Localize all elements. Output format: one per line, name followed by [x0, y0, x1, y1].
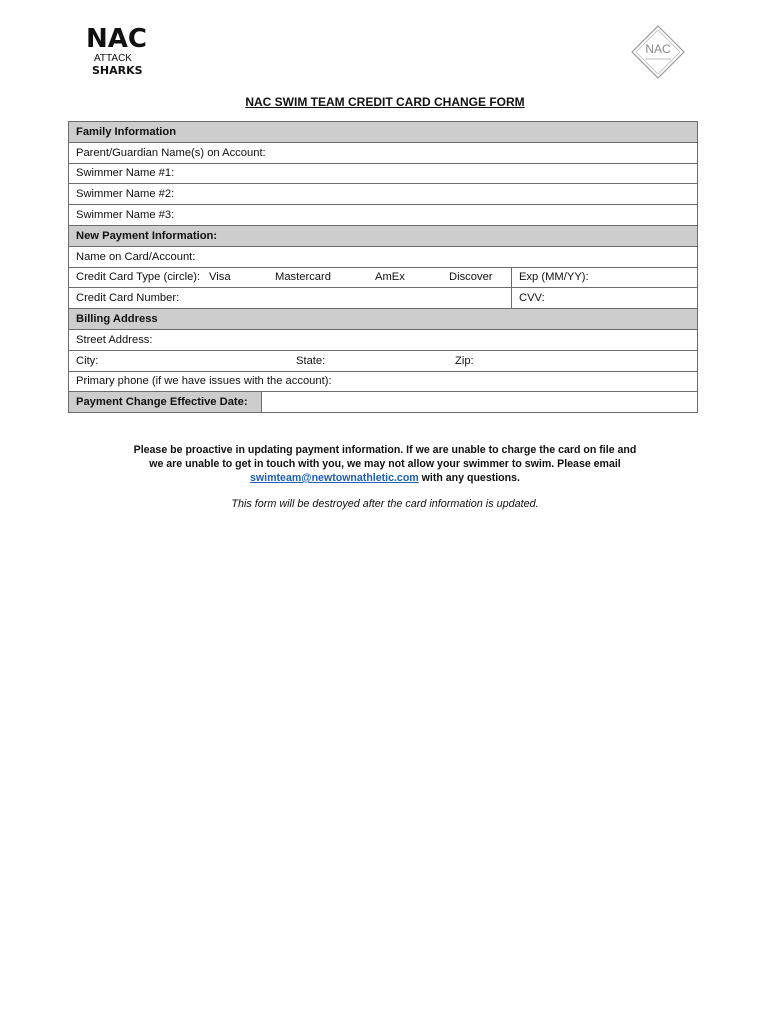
- card-type-label: Credit Card Type (circle):: [76, 271, 201, 284]
- nac-attack-sharks-logo: [86, 26, 156, 77]
- card-number-field[interactable]: Credit Card Number:: [69, 288, 512, 309]
- swimmer1-row[interactable]: [69, 163, 698, 184]
- notice-line-3: [100, 471, 670, 485]
- card-type-row[interactable]: [69, 267, 698, 288]
- exp-date-field[interactable]: Exp (MM/YY):: [512, 267, 698, 288]
- destroyed-note: This form will be destroyed after the card information is updated.: [231, 498, 539, 510]
- card-number-row[interactable]: [69, 288, 698, 309]
- street-address-field[interactable]: Street Address:: [69, 329, 698, 350]
- card-option-discover[interactable]: Discover: [449, 271, 493, 284]
- city-state-zip-field[interactable]: [69, 350, 698, 371]
- zip-label: Zip:: [455, 354, 474, 367]
- effective-date-row[interactable]: [69, 392, 698, 413]
- nac-diamond-logo: [630, 24, 686, 80]
- phone-row[interactable]: [69, 371, 698, 392]
- logo-right-nac-text: NAC: [645, 42, 671, 56]
- card-type-field[interactable]: [69, 267, 512, 288]
- contact-email-link[interactable]: swimteam@newtownathletic.com: [250, 472, 419, 484]
- billing-header-row: [69, 309, 698, 330]
- name-on-card-row[interactable]: [69, 246, 698, 267]
- logo-sharks-text: SHARKS: [92, 64, 143, 77]
- swimmer3-row[interactable]: [69, 205, 698, 226]
- payment-header-row: [69, 225, 698, 246]
- city-state-zip-row[interactable]: [69, 350, 698, 371]
- state-label: State:: [296, 354, 326, 367]
- swimmer2-row[interactable]: [69, 184, 698, 205]
- street-row[interactable]: [69, 329, 698, 350]
- card-option-mastercard[interactable]: Mastercard: [275, 271, 331, 284]
- city-state-zip-group: [76, 355, 697, 367]
- logo-attack-text: ATTACK: [94, 53, 132, 64]
- primary-phone-field[interactable]: Primary phone (if we have issues with the account):: [69, 371, 698, 392]
- card-option-amex[interactable]: AmEx: [375, 271, 405, 284]
- effective-date-label: Payment Change Effective Date:: [69, 392, 262, 413]
- cvv-field[interactable]: CVV:: [512, 288, 698, 309]
- card-option-visa[interactable]: Visa: [209, 271, 231, 284]
- swimmer-name-3-field[interactable]: Swimmer Name #3:: [69, 205, 698, 226]
- name-on-card-field[interactable]: Name on Card/Account:: [69, 246, 698, 267]
- parent-name-field[interactable]: Parent/Guardian Name(s) on Account:: [69, 142, 698, 163]
- swimmer-name-1-field[interactable]: Swimmer Name #1:: [69, 163, 698, 184]
- credit-card-change-table: [68, 121, 698, 413]
- billing-address-header: Billing Address: [69, 309, 698, 330]
- parent-row[interactable]: [69, 142, 698, 163]
- notice-text: [100, 443, 670, 485]
- payment-info-header: New Payment Information:: [69, 225, 698, 246]
- swimmer-name-2-field[interactable]: Swimmer Name #2:: [69, 184, 698, 205]
- form-title: NAC SWIM TEAM CREDIT CARD CHANGE FORM: [245, 95, 525, 109]
- logo-nac-text: NAC: [86, 24, 147, 54]
- family-info-header-row: [69, 122, 698, 143]
- notice-line-1: Please be proactive in updating payment information. If we are unable to charge the card on file and: [133, 444, 637, 456]
- card-type-options: [76, 271, 511, 283]
- effective-date-input[interactable]: [262, 392, 698, 413]
- family-info-header: Family Information: [69, 122, 698, 143]
- notice-line-2: we are unable to get in touch with you, we may not allow your swimmer to swim. Please email: [149, 458, 621, 470]
- city-label: City:: [76, 354, 99, 367]
- notice-line-3-suffix: with any questions.: [418, 472, 520, 484]
